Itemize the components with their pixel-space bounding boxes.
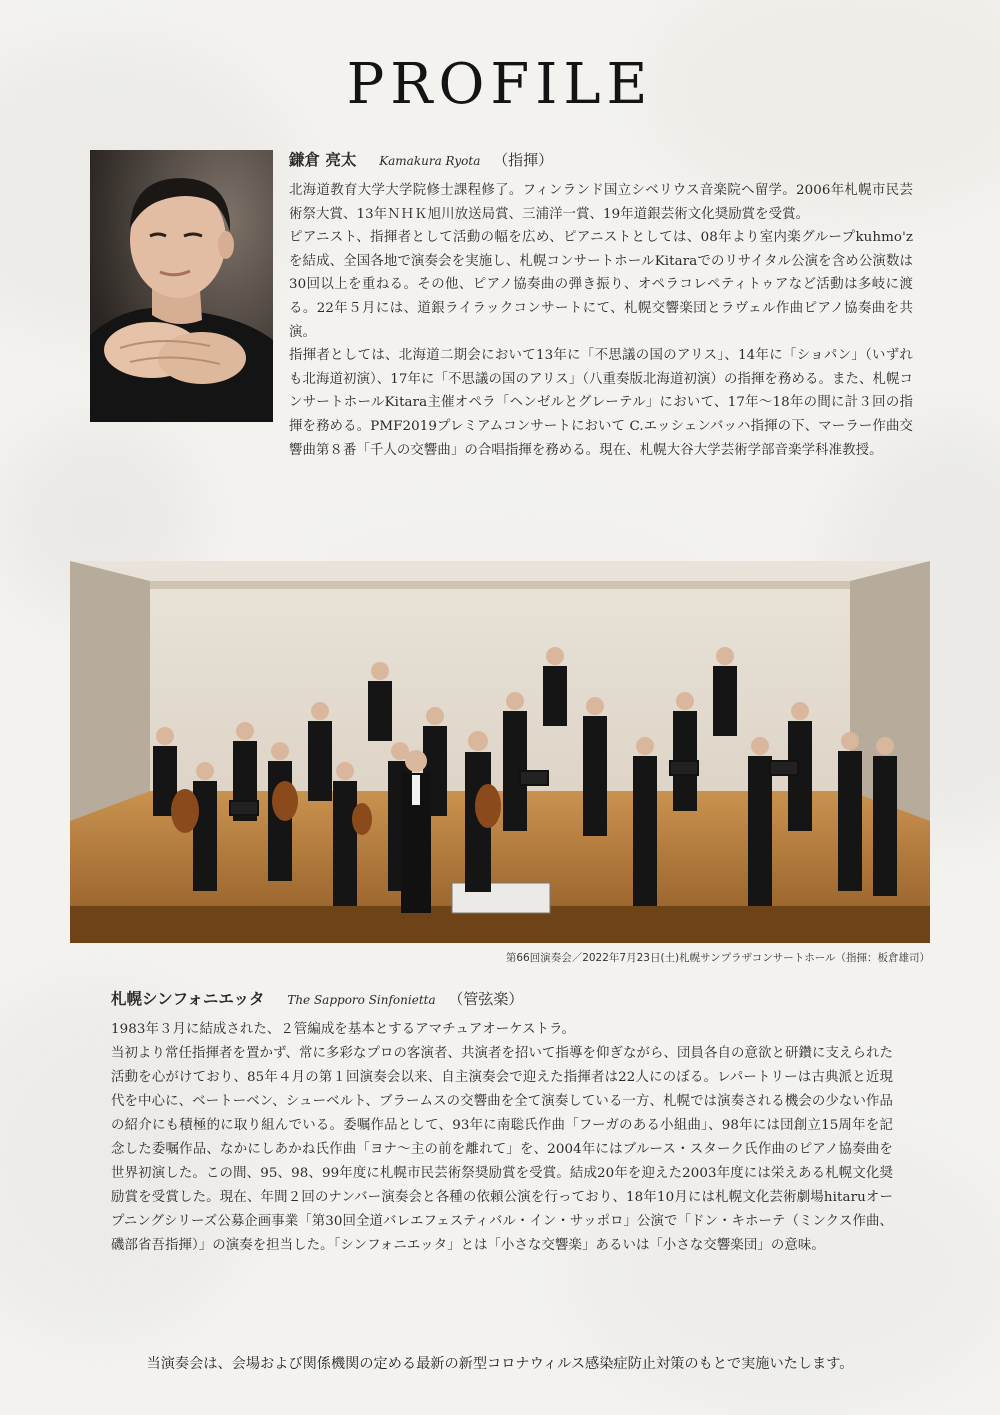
orchestra-profile: [111, 989, 893, 1258]
conductor-name-jp: 鎌倉 亮太: [289, 151, 357, 169]
orchestra-photo: [70, 561, 930, 943]
conductor-role: （指揮）: [493, 151, 554, 169]
orchestra-role: （管弦楽）: [448, 990, 524, 1008]
conductor-heading: [289, 150, 913, 171]
photo-caption: 第66回演奏会／2022年7月23日(土)札幌サンプラザコンサートホール（指揮：板倉雄司）: [505, 952, 930, 964]
conductor-bio-paragraph: 北海道教育大学大学院修士課程修了。フィンランド国立シベリウス音楽院へ留学。2006年札幌市民芸術祭大賞、13年ＮＨＫ旭川放送局賞、三浦洋一賞、19年道銀芸術文化奨励賞を受賞。: [289, 183, 913, 222]
covid-notice: 当演奏会は、会場および関係機関の定める最新の新型コロナウィルス感染症防止対策のもとで実施いたします。: [146, 1356, 854, 1372]
conductor-bio-paragraph: ピアニスト、指揮者として活動の幅を広め、ピアニストとしては、08年より室内楽グループkuhmo'z を結成、全国各地で演奏会を実施し、札幌コンサートホールKitaraでのリサイタル公演を含め公演数は30回以上を重ねる。その他、ピアノ協奏曲の弾き振り、オペラコレペティトゥアなど活動は多岐に渡る。22年５月には、道銀ライラックコンサートにて、札幌交響楽団とラヴェル作曲ピアノ協奏曲を共演。: [289, 230, 913, 340]
orchestra-bio-paragraph: 当初より常任指揮者を置かず、常に多彩なプロの客演者、共演者を招いて指導を仰ぎながら、団員各自の意欲と研鑽に支えられた活動を心がけており、85年４月の第１回演奏会以来、自主演奏会で迎えた指揮者は22人にのぼる。レパートリーは古典派と近現代を中心に、ベートーベン、シューベルト、ブラームスの交響曲を全て演奏している一方、札幌では演奏される機会の少ない作品の紹介にも積極的に取り組んでいる。委嘱作品として、93年に南聡氏作曲「フーガのある小組曲」、98年には団創立15周年を記念した委嘱作品、なかにしあかね氏作曲「ヨナ～主の前を離れて」を、2004年にはブルース・スターク氏作曲のピアノ協奏曲を世界初演した。この間、95、98、99年度に札幌市民芸術祭奨励賞を受賞。結成20年を迎えた2003年度には栄えある札幌文化奨励賞を受賞した。現在、年間２回のナンバー演奏会と各種の依頼公演を行っており、18年10月には札幌文化芸術劇場hitaruオープニングシリーズ公募企画事業「第30回全道バレエフェスティバル・イン・サッポロ」公演で「ドン・キホーテ（ミンクス作曲、磯部省吾指揮）」の演奏を担当した。「シンフォニエッタ」とは「小さな交響楽」あるいは「小さな交響楽団」の意味。: [111, 1046, 893, 1253]
orchestra-bio-paragraph: 1983年３月に結成された、２管編成を基本とするアマチュアオーケストラ。: [111, 1022, 576, 1037]
page-title: PROFILE: [346, 52, 654, 117]
conductor-bio-paragraph: 指揮者としては、北海道二期会において13年に「不思議の国のアリス」、14年に「ショパン」（いずれも北海道初演）、17年に「不思議の国のアリス」（八重奏版北海道初演）の指揮を務める。また、札幌コンサートホールKitara主催オペラ「ヘンゼルとグレーテル」において、17年～18年の間に計３回の指揮を務める。PMF2019プレミアムコンサートにおいて C.エッシェンバッハ指揮の下、マーラー作曲交響曲第８番「千人の交響曲」の合唱指揮を務める。現在、札幌大谷大学芸術学部音楽学科准教授。: [289, 348, 913, 458]
orchestra-heading: [111, 989, 893, 1010]
conductor-profile: [289, 150, 913, 462]
conductor-portrait: [90, 150, 273, 422]
conductor-name-en: Kamakura Ryota: [379, 154, 481, 168]
orchestra-name-jp: 札幌シンフォニエッタ: [111, 990, 265, 1008]
orchestra-name-en: The Sapporo Sinfonietta: [287, 993, 436, 1007]
